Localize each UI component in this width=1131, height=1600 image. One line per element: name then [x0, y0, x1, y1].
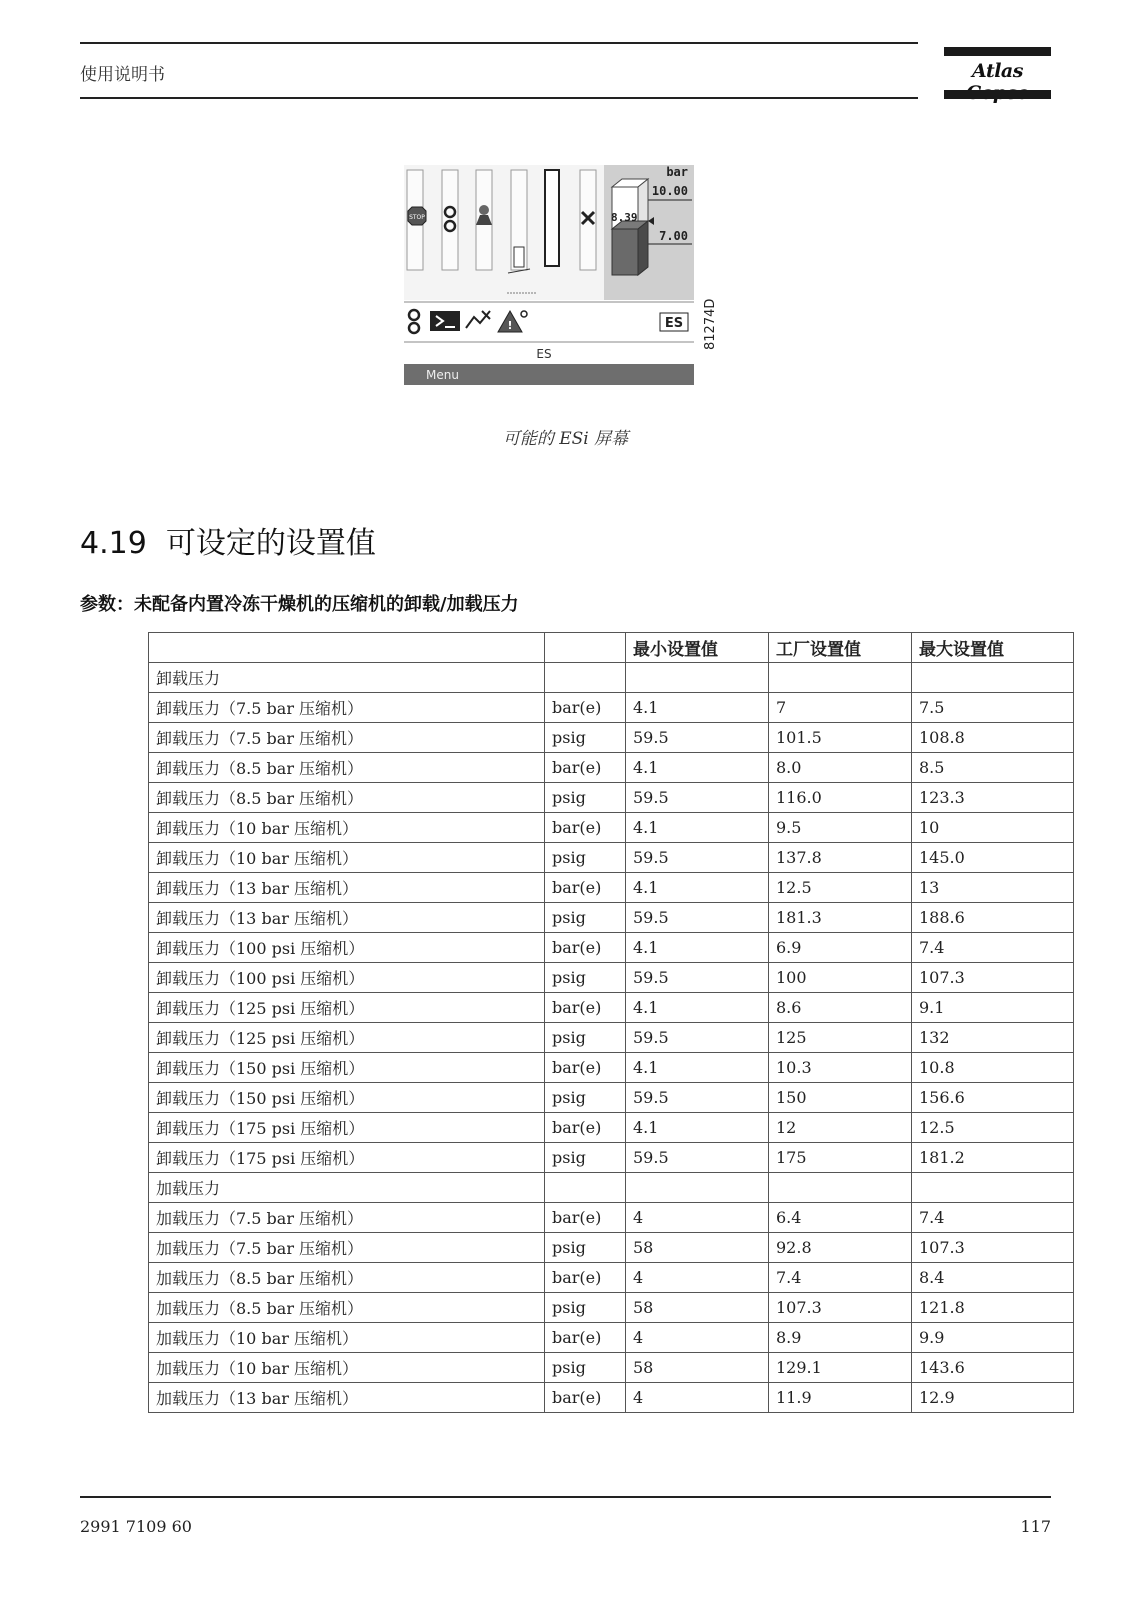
table-cell: 9.1 — [912, 993, 1074, 1023]
section-title: 可设定的设置值 — [165, 526, 376, 561]
table-cell: 123.3 — [912, 783, 1074, 813]
table-cell: 100 — [769, 963, 912, 993]
table-cell: 4 — [626, 1263, 769, 1293]
table-cell: psig — [545, 783, 626, 813]
table-cell: psig — [545, 843, 626, 873]
table-cell: 加载压力 — [149, 1173, 545, 1203]
table-cell: 4.1 — [626, 993, 769, 1023]
svg-text:8.39: 8.39 — [611, 211, 638, 224]
figure-code: 81274D — [703, 298, 718, 350]
table-cell: 4.1 — [626, 933, 769, 963]
table-cell: 卸载压力（7.5 bar 压缩机） — [149, 693, 545, 723]
table-cell — [545, 1173, 626, 1203]
header-cell: 工厂设置值 — [769, 633, 912, 663]
mode-label: ES — [536, 347, 552, 361]
section-heading — [80, 518, 376, 562]
table-cell: 59.5 — [626, 843, 769, 873]
table-row — [149, 1323, 1074, 1353]
table-cell: 58 — [626, 1293, 769, 1323]
table-cell: 108.8 — [912, 723, 1074, 753]
menu-label: Menu — [426, 368, 459, 382]
table-cell: 59.5 — [626, 1083, 769, 1113]
table-row — [149, 903, 1074, 933]
table-row — [149, 1113, 1074, 1143]
table-row — [149, 1053, 1074, 1083]
table-cell: psig — [545, 1023, 626, 1053]
table-cell: 10 — [912, 813, 1074, 843]
table-cell: 加载压力（13 bar 压缩机） — [149, 1383, 545, 1413]
table-cell: 卸载压力（125 psi 压缩机） — [149, 1023, 545, 1053]
table-row — [149, 1263, 1074, 1293]
table-cell: 加载压力（7.5 bar 压缩机） — [149, 1203, 545, 1233]
table-cell: 卸载压力（10 bar 压缩机） — [149, 813, 545, 843]
table-cell: 7.4 — [912, 933, 1074, 963]
table-cell: 加载压力（8.5 bar 压缩机） — [149, 1293, 545, 1323]
table-cell — [912, 663, 1074, 693]
parameter-subheading: 参数：未配备内置冷冻干燥机的压缩机的卸载/加载压力 — [80, 594, 519, 615]
table-cell: 卸载压力（13 bar 压缩机） — [149, 903, 545, 933]
table-cell: 12 — [769, 1113, 912, 1143]
table-cell: psig — [545, 1293, 626, 1323]
table-cell: 8.5 — [912, 753, 1074, 783]
tall-bar — [545, 170, 559, 266]
table-row — [149, 753, 1074, 783]
table-row — [149, 663, 1074, 693]
terminal-icon — [430, 311, 460, 331]
table-cell: 150 — [769, 1083, 912, 1113]
table-cell: psig — [545, 723, 626, 753]
table-cell: 加载压力（7.5 bar 压缩机） — [149, 1233, 545, 1263]
table-row — [149, 993, 1074, 1023]
table-cell: 12.5 — [912, 1113, 1074, 1143]
table-cell: 7 — [769, 693, 912, 723]
es-icon — [660, 313, 688, 331]
table-row — [149, 963, 1074, 993]
table-cell: bar(e) — [545, 873, 626, 903]
page-number: 117 — [1020, 1517, 1051, 1536]
logo-text: Atlas — [972, 60, 1023, 82]
table-cell: 11.9 — [769, 1383, 912, 1413]
table-cell: 58 — [626, 1233, 769, 1263]
table-cell: 10.3 — [769, 1053, 912, 1083]
table-cell: 175 — [769, 1143, 912, 1173]
table-cell: 7.4 — [769, 1263, 912, 1293]
svg-text:10.00: 10.00 — [651, 184, 688, 198]
table-cell: 8.0 — [769, 753, 912, 783]
table-header-row — [149, 633, 1074, 663]
table-cell: 4.1 — [626, 1113, 769, 1143]
table-cell: 9.9 — [912, 1323, 1074, 1353]
table-cell: 卸载压力（7.5 bar 压缩机） — [149, 723, 545, 753]
table-row — [149, 1233, 1074, 1263]
table-cell: 107.3 — [912, 1233, 1074, 1263]
table-cell: 116.0 — [769, 783, 912, 813]
settings-table — [148, 632, 1074, 1413]
section-number: 4.19 — [80, 526, 147, 561]
table-cell: bar(e) — [545, 1323, 626, 1353]
table-cell: 92.8 — [769, 1233, 912, 1263]
table-row — [149, 1143, 1074, 1173]
table-cell: 卸载压力（10 bar 压缩机） — [149, 843, 545, 873]
table-row — [149, 813, 1074, 843]
table-row — [149, 843, 1074, 873]
table-cell: 8.6 — [769, 993, 912, 1023]
esi-screen-figure — [404, 165, 710, 395]
footer-rule — [80, 1496, 1051, 1498]
table-cell: 卸载压力（125 psi 压缩机） — [149, 993, 545, 1023]
table-cell: bar(e) — [545, 753, 626, 783]
table-cell: psig — [545, 963, 626, 993]
document-number: 2991 7109 60 — [80, 1517, 192, 1536]
table-row — [149, 693, 1074, 723]
table-cell: 145.0 — [912, 843, 1074, 873]
table-cell: bar(e) — [545, 813, 626, 843]
header-bottom-rule — [80, 97, 918, 99]
table-cell: 4.1 — [626, 1053, 769, 1083]
table-cell: psig — [545, 1083, 626, 1113]
table-cell: 181.3 — [769, 903, 912, 933]
table-cell: 卸载压力（8.5 bar 压缩机） — [149, 783, 545, 813]
table-cell: 9.5 — [769, 813, 912, 843]
table-cell: 卸载压力（175 psi 压缩机） — [149, 1113, 545, 1143]
table-cell: psig — [545, 1233, 626, 1263]
table-cell: 13 — [912, 873, 1074, 903]
table-cell: 8.9 — [769, 1323, 912, 1353]
table-cell: 卸载压力（8.5 bar 压缩机） — [149, 753, 545, 783]
table-cell: 7.5 — [912, 693, 1074, 723]
table-cell: 121.8 — [912, 1293, 1074, 1323]
table-cell: 137.8 — [769, 843, 912, 873]
table-cell — [769, 1173, 912, 1203]
table-body — [149, 663, 1074, 1413]
table-cell: bar(e) — [545, 933, 626, 963]
table-cell: bar(e) — [545, 1053, 626, 1083]
table-row — [149, 873, 1074, 903]
svg-text:STOP: STOP — [409, 214, 425, 221]
table-cell: 181.2 — [912, 1143, 1074, 1173]
table-cell: 4.1 — [626, 873, 769, 903]
svg-text:!: ! — [507, 319, 513, 332]
table-cell: bar(e) — [545, 1113, 626, 1143]
table-cell: 卸载压力（100 psi 压缩机） — [149, 933, 545, 963]
table-row — [149, 1353, 1074, 1383]
table-cell: psig — [545, 1353, 626, 1383]
table-cell: 卸载压力 — [149, 663, 545, 693]
manual-title: 使用说明书 — [80, 65, 165, 85]
table-cell: 59.5 — [626, 1143, 769, 1173]
table-row — [149, 723, 1074, 753]
table-row — [149, 933, 1074, 963]
table-cell: psig — [545, 903, 626, 933]
svg-text:bar: bar — [666, 165, 688, 179]
table-cell: bar(e) — [545, 1203, 626, 1233]
table-cell: 6.9 — [769, 933, 912, 963]
table-row — [149, 1023, 1074, 1053]
table-cell: 58 — [626, 1353, 769, 1383]
table-cell: 卸载压力（150 psi 压缩机） — [149, 1083, 545, 1113]
table-cell: 卸载压力（150 psi 压缩机） — [149, 1053, 545, 1083]
table-cell: 129.1 — [769, 1353, 912, 1383]
table-row — [149, 1383, 1074, 1413]
table-cell: 12.9 — [912, 1383, 1074, 1413]
table-cell: 107.3 — [912, 963, 1074, 993]
header-cell — [149, 633, 545, 663]
table-row — [149, 1203, 1074, 1233]
table-row — [149, 1293, 1074, 1323]
table-cell: 59.5 — [626, 1023, 769, 1053]
table-cell: 132 — [912, 1023, 1074, 1053]
table-cell: 59.5 — [626, 783, 769, 813]
table-cell: 7.4 — [912, 1203, 1074, 1233]
table-cell: bar(e) — [545, 1263, 626, 1293]
table-cell: bar(e) — [545, 693, 626, 723]
table-cell: 125 — [769, 1023, 912, 1053]
header-top-rule — [80, 42, 918, 44]
table-cell: bar(e) — [545, 1383, 626, 1413]
table-cell: 4.1 — [626, 753, 769, 783]
table-cell: 101.5 — [769, 723, 912, 753]
table-cell: 188.6 — [912, 903, 1074, 933]
table-cell: 59.5 — [626, 903, 769, 933]
header-cell — [545, 633, 626, 663]
table-cell — [769, 663, 912, 693]
table-cell: 12.5 — [769, 873, 912, 903]
atlas-copco-logo — [944, 47, 1051, 99]
table-cell: 8.4 — [912, 1263, 1074, 1293]
table-cell: 59.5 — [626, 723, 769, 753]
table-cell: 加载压力（8.5 bar 压缩机） — [149, 1263, 545, 1293]
table-cell: bar(e) — [545, 993, 626, 1023]
svg-text:7.00: 7.00 — [659, 229, 688, 243]
table-cell: 卸载压力（100 psi 压缩机） — [149, 963, 545, 993]
table-cell — [912, 1173, 1074, 1203]
svg-text:ES: ES — [664, 316, 684, 331]
stop-icon — [408, 207, 426, 225]
table-cell: 加载压力（10 bar 压缩机） — [149, 1323, 545, 1353]
header-cell: 最小设置值 — [626, 633, 769, 663]
table-cell: 156.6 — [912, 1083, 1074, 1113]
table-cell: 4 — [626, 1383, 769, 1413]
table-cell: 4.1 — [626, 693, 769, 723]
table-cell — [545, 663, 626, 693]
table-row — [149, 1173, 1074, 1203]
table-cell: psig — [545, 1143, 626, 1173]
table-cell — [626, 1173, 769, 1203]
table-cell: 6.4 — [769, 1203, 912, 1233]
table-cell — [626, 663, 769, 693]
table-cell: 卸载压力（175 psi 压缩机） — [149, 1143, 545, 1173]
table-cell: 卸载压力（13 bar 压缩机） — [149, 873, 545, 903]
table-cell: 10.8 — [912, 1053, 1074, 1083]
table-cell: 143.6 — [912, 1353, 1074, 1383]
table-cell: 4 — [626, 1323, 769, 1353]
table-cell: 4 — [626, 1203, 769, 1233]
table-cell: 4.1 — [626, 813, 769, 843]
header-cell: 最大设置值 — [912, 633, 1074, 663]
table-cell: 加载压力（10 bar 压缩机） — [149, 1353, 545, 1383]
figure-caption: 可能的 ESi 屏幕 — [502, 429, 629, 449]
table-cell: 59.5 — [626, 963, 769, 993]
table-row — [149, 1083, 1074, 1113]
table-cell: 107.3 — [769, 1293, 912, 1323]
table-row — [149, 783, 1074, 813]
